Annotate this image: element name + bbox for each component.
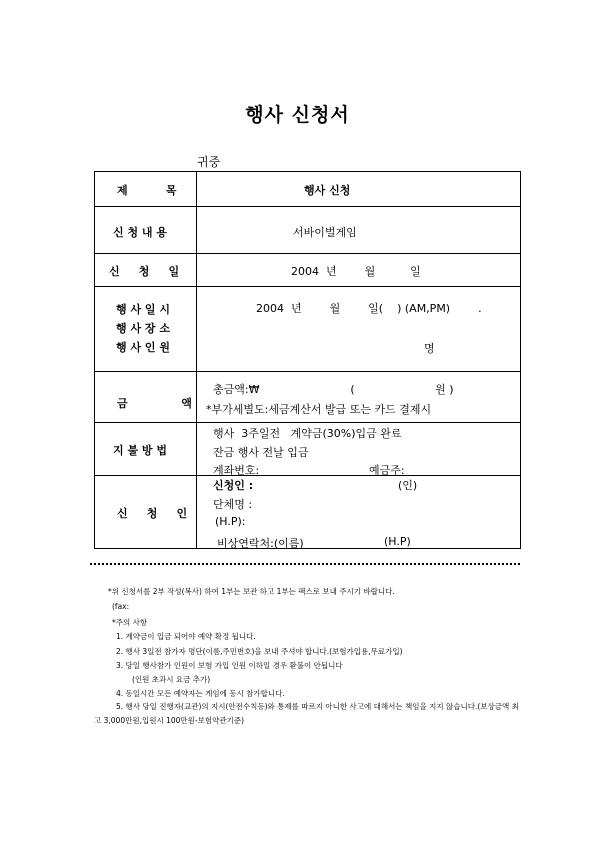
event-datetime-label: 행 사 일 시 — [116, 303, 170, 316]
applicant-name-label: 신청인 : — [213, 479, 254, 492]
event-datetime-value: 2004 년 월 일( ) (AM,PM) . — [256, 302, 482, 315]
note-item-3-sub: (인원 초과시 요금 추가) — [132, 675, 211, 684]
depositor-label: 예금주: — [369, 464, 405, 477]
event-people-label: 행 사 인 원 — [116, 341, 170, 354]
content-label: 신 청 내 용 — [113, 226, 167, 239]
account-number-label: 계좌번호: — [213, 464, 260, 477]
note-submit-instruction: *위 신청서를 2부 작성(복사) 하여 1부는 보관 하고 1부는 팩스로 보내 주시기 바랍니다. — [108, 587, 395, 596]
note-item-4: 4. 동일시간 모든 예약자는 게임에 동시 참가합니다. — [116, 689, 285, 698]
payment-line-2: 잔금 행사 전날 입금 — [213, 446, 309, 459]
notes-header: *주의 사항 — [112, 618, 148, 627]
note-item-5: 5. 행사 당일 진행자(교관)의 지시(안전수칙등)와 통제를 따르지 아니한 사고에 대해서는 책임을 지지 않습니다.(보상금액 최고 3,000만원,입원시 100만원-보험약관기준) — [94, 702, 519, 725]
applicant-seal: (인) — [398, 479, 418, 492]
column-divider — [196, 171, 197, 548]
emergency-contact-label: 비상연락처:(이름) — [217, 537, 304, 550]
event-people-unit: 명 — [424, 342, 435, 355]
dotted-separator — [90, 563, 520, 565]
amount-vat-note: *부가세별도:세금계산서 발급 또는 카드 결제시 — [206, 403, 432, 416]
recipient-label: 귀중 — [197, 155, 221, 169]
amount-label: 금 액 — [117, 397, 192, 410]
emergency-hp-label: (H.P) — [384, 535, 411, 548]
applicant-label: 신 청 인 — [117, 507, 188, 520]
amount-total: 총금액:₩ ( 원 ) — [213, 383, 454, 396]
row-divider — [94, 475, 520, 476]
row-divider — [94, 206, 520, 207]
payment-label: 지 불 방 법 — [113, 444, 167, 457]
payment-line-1: 행사 3주일전 계약금(30%)입금 완료 — [213, 427, 402, 440]
event-place-label: 행 사 장 소 — [116, 322, 170, 335]
document-title: 행사 신청서 — [245, 104, 350, 126]
note-item-1: 1. 계약금이 입금 되어야 예약 확정 됩니다. — [116, 632, 256, 641]
apply-date-value: 2004 년 월 일 — [291, 265, 421, 278]
applicant-hp-label: (H.P): — [215, 515, 246, 528]
subject-value: 행사 신청 — [304, 184, 351, 197]
row-divider — [94, 422, 520, 423]
subject-label: 제 목 — [117, 184, 177, 197]
note-item-2: 2. 행사 3일전 참가자 명단(이름,주민번호)을 보내 주셔야 합니다.(보험가입용,무료가입) — [116, 647, 403, 656]
note-item-3: 3. 당일 행사참가 인원이 보험 가입 인원 이하일 경우 환불이 안됩니다 — [116, 661, 343, 670]
row-divider — [94, 286, 520, 287]
row-divider — [94, 253, 520, 254]
note-fax: (fax: — [112, 602, 130, 611]
organization-label: 단체명 : — [213, 498, 253, 511]
row-divider — [94, 371, 520, 372]
apply-date-label: 신 청 일 — [109, 265, 180, 278]
content-value: 서바이벌게임 — [293, 226, 357, 239]
